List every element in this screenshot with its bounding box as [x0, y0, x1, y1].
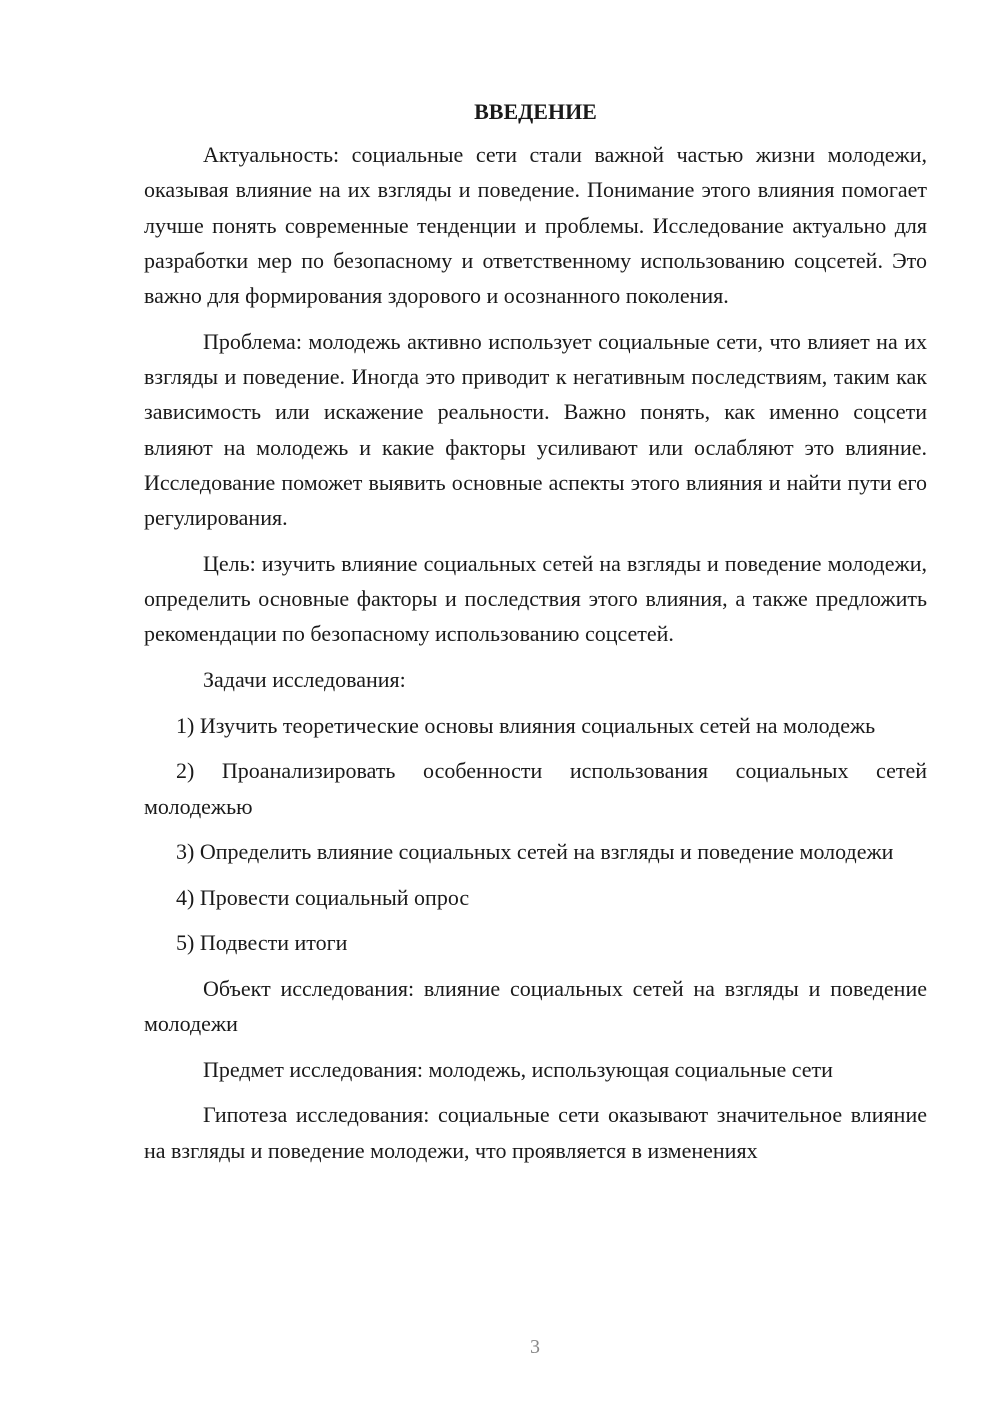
- object-paragraph: Объект исследования: влияние социальных сетей на взгляды и поведение молодежи: [144, 975, 927, 1037]
- goal-paragraph: Цель: изучить влияние социальных сетей на взгляды и поведение молодежи, определить основные факторы и последствия этого влияния, а также предложить рекомендации по безопасному использованию соцсетей.: [144, 550, 927, 647]
- task-item: 1) Изучить теоретические основы влияния социальных сетей на молодежь: [176, 712, 876, 738]
- task-item: 2) Проанализировать особенности использования социальных сетей молодежью: [144, 758, 927, 819]
- task-item: 5) Подвести итоги: [176, 930, 348, 956]
- task-item: 3) Определить влияние социальных сетей на взгляды и поведение молодежи: [176, 839, 894, 865]
- subject-paragraph: Предмет исследования: молодежь, использующая социальные сети: [203, 1056, 833, 1082]
- task-item: 4) Провести социальный опрос: [176, 884, 470, 910]
- section-heading: ВВЕДЕНИЕ: [474, 99, 597, 124]
- page-number: 3: [530, 1336, 540, 1358]
- page-content: [144, 94, 927, 1168]
- problem-paragraph: Проблема: молодежь активно использует социальные сети, что влияет на их взгляды и поведение. Иногда это приводит к негативным последствиям, таким как зависимость или искажение реальности. Важно понять, как именно соцсети влияют на молодежь и какие факторы усиливают или ослабляют это влияние. Исследование поможет выявить основные аспекты этого влияния и найти пути его регулирования.: [144, 328, 927, 531]
- relevance-paragraph: Актуальность: социальные сети стали важной частью жизни молодежи, оказывая влияние на их взгляды и поведение. Понимание этого влияния помогает лучше понять современные тенденции и проблемы. Исследование актуально для разработки мер по безопасному и ответственному использованию соцсетей. Это важно для формирования здорового и осознанного поколения.: [144, 142, 927, 309]
- hypothesis-paragraph: Гипотеза исследования: социальные сети оказывают значительное влияние на взгляды и поведение молодежи, что проявляется в изменениях: [144, 1102, 927, 1163]
- tasks-title: Задачи исследования:: [203, 667, 406, 693]
